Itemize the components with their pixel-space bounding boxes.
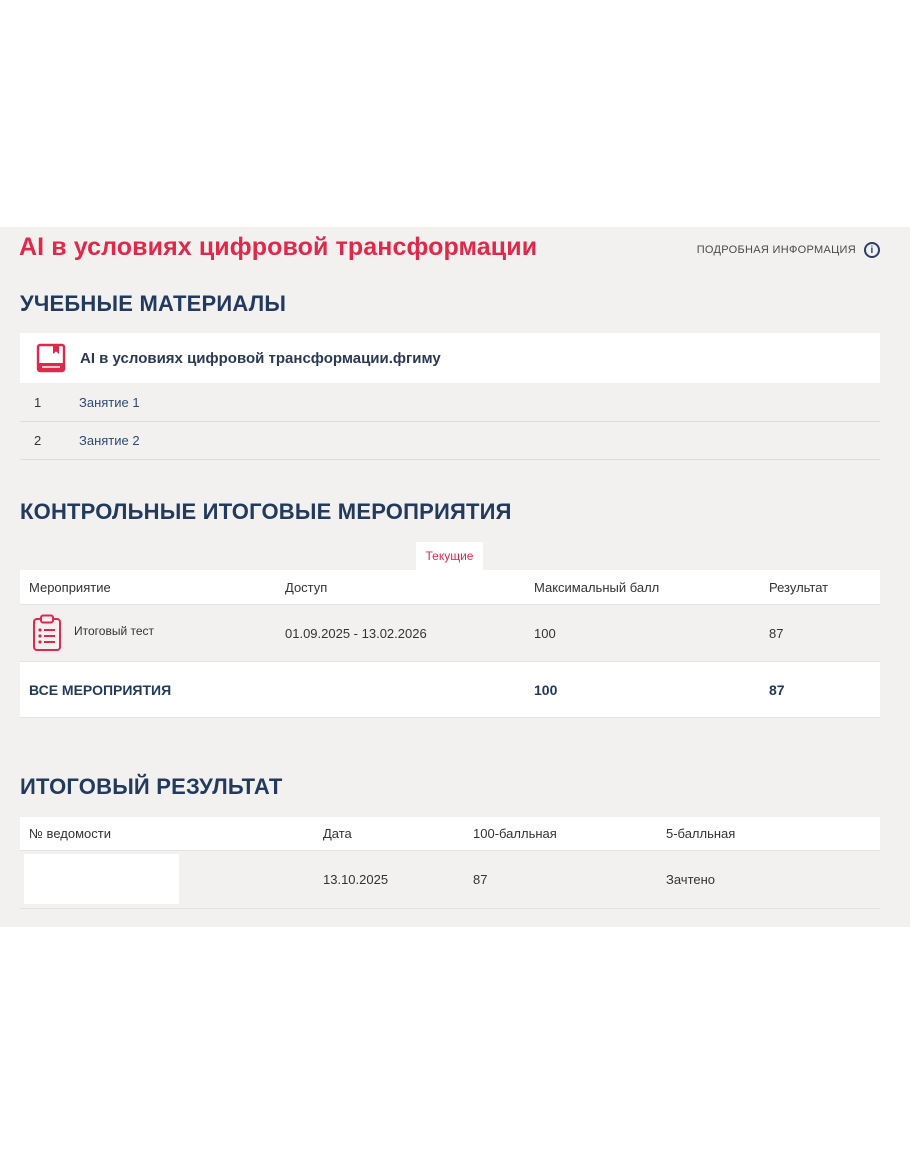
column-header-access: Доступ <box>285 579 328 595</box>
detailed-info-label: ПОДРОБНАЯ ИНФОРМАЦИЯ <box>696 244 856 256</box>
column-header-date: Дата <box>323 826 352 841</box>
course-panel <box>0 227 910 927</box>
total-result: 87 <box>769 681 785 698</box>
total-label: ВСЕ МЕРОПРИЯТИЯ <box>29 681 172 698</box>
info-icon: i <box>864 242 880 258</box>
final-score-5: Зачтено <box>666 872 716 887</box>
column-header-score-100: 100-балльная <box>473 826 557 841</box>
column-header-event: Мероприятие <box>29 579 111 595</box>
course-title: AI в условиях цифровой трансформации <box>19 233 538 261</box>
final-table-header <box>20 817 880 851</box>
event-name: Итоговый тест <box>74 624 155 638</box>
final-result-table <box>20 817 880 909</box>
lesson-link-2[interactable]: Занятие 2 <box>79 433 140 448</box>
detailed-info-link[interactable] <box>697 242 880 258</box>
column-header-result: Результат <box>769 579 829 595</box>
final-date: 13.10.2025 <box>323 872 389 887</box>
clipboard-test-icon <box>32 614 62 652</box>
final-score-100: 87 <box>473 872 488 887</box>
column-header-score-5: 5-балльная <box>666 826 736 841</box>
control-table-header <box>20 570 880 605</box>
event-result: 87 <box>769 625 784 641</box>
materials-heading: УЧЕБНЫЕ МАТЕРИАЛЫ <box>20 291 287 316</box>
total-row <box>20 662 880 718</box>
event-access: 01.09.2025 - 13.02.2026 <box>285 625 427 641</box>
event-max-score: 100 <box>534 625 556 641</box>
lesson-number: 1 <box>34 395 42 410</box>
statement-number <box>24 854 179 904</box>
lesson-row <box>20 422 880 460</box>
table-row[interactable] <box>20 605 880 662</box>
column-header-statement-number: № ведомости <box>29 826 111 841</box>
materials-file-name: AI в условиях цифровой трансформации.фгиму <box>80 349 441 367</box>
total-max-score: 100 <box>534 681 558 698</box>
lesson-number: 2 <box>34 433 42 448</box>
book-icon <box>36 343 66 373</box>
control-table <box>20 570 880 718</box>
lesson-row <box>20 384 880 422</box>
column-header-max-score: Максимальный балл <box>534 579 660 595</box>
table-row <box>20 851 880 909</box>
lesson-link-1[interactable]: Занятие 1 <box>79 395 140 410</box>
materials-file-card[interactable] <box>20 333 880 383</box>
tab-current[interactable]: Текущие <box>416 542 483 570</box>
final-result-heading: ИТОГОВЫЙ РЕЗУЛЬТАТ <box>20 774 283 799</box>
control-heading: КОНТРОЛЬНЫЕ ИТОГОВЫЕ МЕРОПРИЯТИЯ <box>20 499 512 524</box>
